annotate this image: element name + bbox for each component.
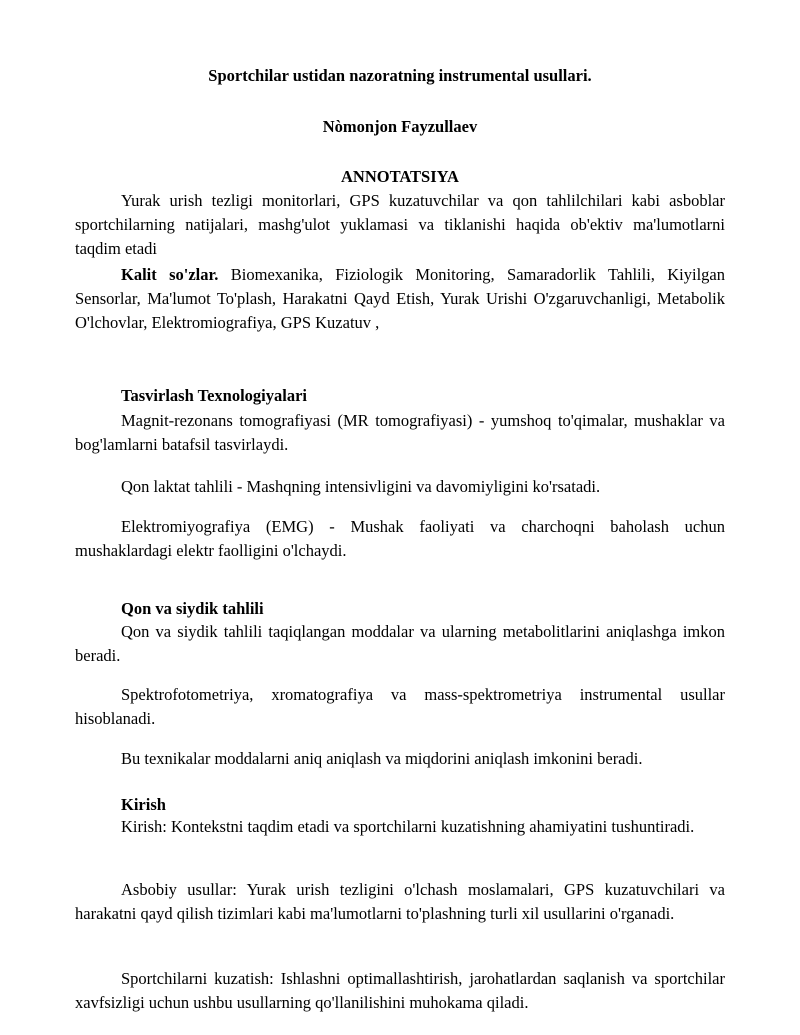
paragraph-mri: Magnit-rezonans tomografiyasi (MR tomografiyasi) - yumshoq to'qimalar, mushaklar va bog'lamlarni batafsil tasvirlaydi. bbox=[75, 411, 725, 454]
section-heading-kirish: Kirish bbox=[121, 795, 166, 814]
section-heading-blood-urine: Qon va siydik tahlili bbox=[121, 599, 264, 618]
document-title: Sportchilar ustidan nazoratning instrumental usullari. bbox=[208, 66, 592, 85]
paragraph-techniques: Bu texnikalar moddalarni aniq aniqlash va miqdorini aniqlash imkonini beradi. bbox=[121, 749, 643, 768]
document-author: Nòmonjon Fayzullaev bbox=[322, 117, 478, 136]
paragraph-lactate: Qon laktat tahlili - Mashqning intensivligini va davomiyligini ko'rsatadi. bbox=[121, 477, 601, 496]
annotation-heading: ANNOTATSIYA bbox=[341, 167, 459, 186]
section-heading-imaging: Tasvirlash Texnologiyalari bbox=[121, 386, 307, 405]
paragraph-kirish: Kirish: Kontekstni taqdim etadi va sportchilarni kuzatishning ahamiyatini tushuntiradi. bbox=[121, 817, 695, 836]
keywords-paragraph bbox=[75, 263, 725, 335]
paragraph-instruments: Asbobiy usullar: Yurak urish tezligini o'lchash moslamalari, GPS kuzatuvchilari va harakatni qayd qilish tizimlari kabi ma'lumotlarni to'plashning turli xil usullarini o'rganadi. bbox=[75, 880, 725, 923]
paragraph-blood-urine: Qon va siydik tahlili taqiqlangan moddalar va ularning metabolitlarini aniqlashga imkon beradi. bbox=[75, 622, 725, 665]
paragraph-spectro: Spektrofotometriya, xromatografiya va mass-spektrometriya instrumental usullar hisoblanadi. bbox=[75, 685, 725, 728]
annotation-paragraph: Yurak urish tezligi monitorlari, GPS kuzatuvchilar va qon tahlilchilari kabi asboblar sportchilarning natijalari, mashg'ulot yuklamasi va tiklanishi haqida ob'ektiv ma'lumotlarni taqdim etadi bbox=[75, 191, 725, 258]
keywords-list: Biomexanika, Fiziologik Monitoring, Samaradorlik Tahlili, Kiyilgan Sensorlar, Ma'lumot To'plash, Harakatni Qayd Etish, Yurak Urishi O'zgaruvchanligi, Metabolik O'lchovlar, Elektromiografiya, GPS Kuzatuv , bbox=[75, 265, 725, 332]
paragraph-monitoring: Sportchilarni kuzatish: Ishlashni optimallashtirish, jarohatlardan saqlanish va sportchilar xavfsizligi uchun ushbu usullarning qo'llanilishini muhokama qiladi. bbox=[75, 969, 725, 1012]
paragraph-emg: Elektromiyografiya (EMG) - Mushak faoliyati va charchoqni baholash uchun mushaklardagi elektr faolligini o'lchaydi. bbox=[75, 517, 725, 560]
keywords-label: Kalit so'zlar. bbox=[121, 265, 219, 284]
